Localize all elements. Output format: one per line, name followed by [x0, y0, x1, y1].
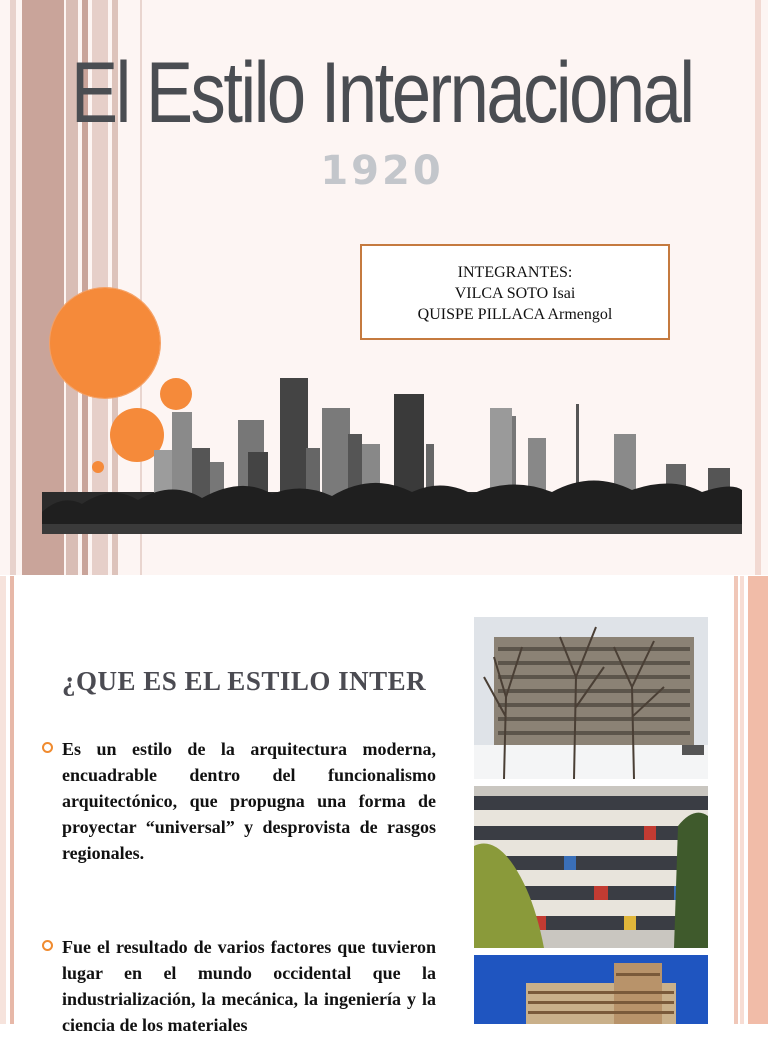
- tower-blue-sky-photo: [474, 955, 708, 1024]
- facade-balconies-photo: [474, 786, 708, 948]
- slide-subtitle-year: 1920: [320, 148, 444, 194]
- circle-bullet-icon: [42, 940, 53, 951]
- members-heading: INTEGRANTES:: [457, 264, 573, 281]
- decorative-stripe: [755, 0, 761, 575]
- decorative-stripe: [740, 576, 744, 1024]
- city-skyline-image: [42, 372, 742, 534]
- slide-title: El Estilo Internacional: [71, 45, 693, 141]
- circle-bullet-icon: [42, 742, 53, 753]
- slide-heading: ¿QUE ES EL ESTILO INTER: [62, 666, 427, 696]
- bullet-item: [42, 934, 436, 1038]
- decorative-stripe: [10, 576, 14, 1024]
- decorative-stripe: [10, 0, 16, 575]
- decorative-stripe: [734, 576, 738, 1024]
- building-winter-photo: [474, 617, 708, 779]
- member-name: VILCA SOTO Isai: [454, 285, 576, 302]
- decorative-stripe: [748, 576, 768, 1024]
- content-slide: [0, 576, 768, 1035]
- bullet-text: Fue el resultado de varios factores que tuvieron lugar en el mundo occidental que la industrialización, la mecánica, la ingeniería y la ciencia de los materiales: [62, 937, 436, 1035]
- bullet-item: [42, 736, 436, 866]
- member-name: QUISPE PILLACA Armengol: [417, 306, 613, 323]
- decorative-stripe: [0, 576, 6, 1024]
- members-box: [360, 244, 670, 340]
- bullet-text: Es un estilo de la arquitectura moderna, encuadrable dentro del funcionalismo arquitectónico, que propugna una forma de proyectar “universal” y desprovista de rasgos regionales.: [62, 739, 436, 863]
